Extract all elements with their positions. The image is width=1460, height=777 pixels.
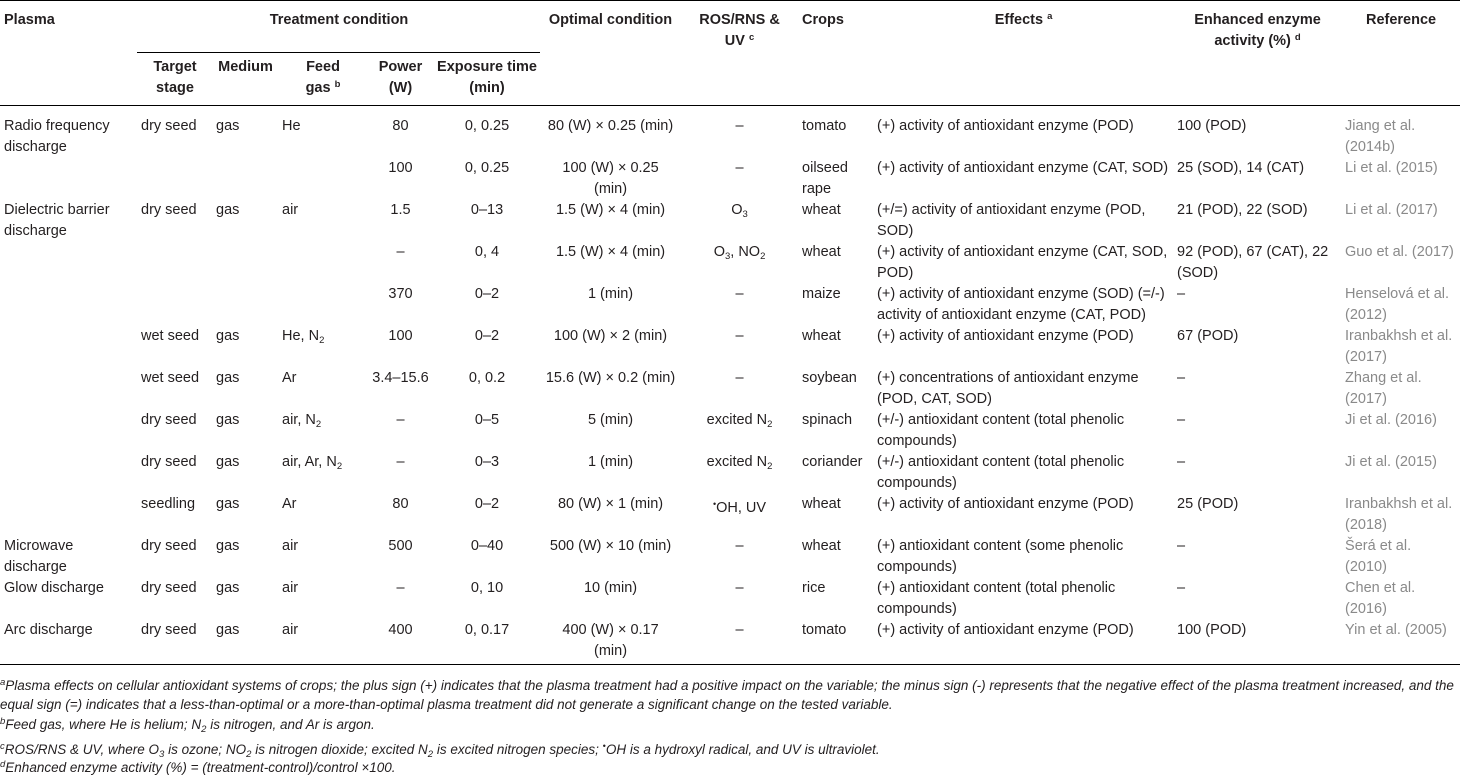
cell-enzyme-activity: 92 (POD), 67 (CAT), 22 (SOD) xyxy=(1177,243,1329,281)
cell-enzyme-activity: – xyxy=(1177,411,1186,428)
table-row xyxy=(0,368,1460,410)
cell-medium: gas xyxy=(216,579,240,596)
cell-medium xyxy=(212,242,278,284)
cell-power: 370 xyxy=(388,285,413,302)
cell-effects: (+) antioxidant content (some phenolic compounds) xyxy=(877,537,1124,575)
cell-feed-gas: air xyxy=(278,620,367,665)
table-row xyxy=(0,158,1460,200)
cell-target-stage: dry seed xyxy=(141,117,197,134)
cell-crop: spinach xyxy=(802,411,853,428)
cell-plasma xyxy=(0,158,137,200)
cell-optimal: 1.5 (W) × 4 (min) xyxy=(555,243,666,260)
cell-reference: Ji et al. (2015) xyxy=(1345,453,1437,470)
cell-power: – xyxy=(396,411,405,428)
cell-optimal: 400 (W) × 0.17 (min) xyxy=(540,620,680,665)
cell-medium: gas xyxy=(216,453,240,470)
cell-ros-rns: $O_3$ xyxy=(731,201,748,220)
cell-target-stage: dry seed xyxy=(141,579,197,596)
cell-medium xyxy=(212,284,278,326)
cell-plasma xyxy=(0,452,137,494)
cell-power: 100 xyxy=(388,327,413,344)
cell-optimal: 1 (min) xyxy=(587,285,634,302)
cell-medium xyxy=(212,158,278,200)
cell-medium: gas xyxy=(216,117,240,134)
header-reference: Reference xyxy=(1365,12,1437,28)
cell-feed-gas: air xyxy=(282,201,299,218)
table-row xyxy=(0,620,1460,665)
cell-crop: wheat xyxy=(802,201,841,218)
cell-exposure: 0–40 xyxy=(470,537,504,554)
cell-optimal: 100 (W) × 2 (min) xyxy=(553,327,668,344)
cell-ros-rns: – xyxy=(735,537,744,554)
cell-medium: gas xyxy=(216,537,240,554)
cell-crop: tomato xyxy=(798,620,873,665)
cell-target-stage: seedling xyxy=(141,495,196,512)
cell-crop: tomato xyxy=(802,117,847,134)
header-effects: Effects $^a$ xyxy=(994,11,1053,28)
cell-optimal: 10 (min) xyxy=(583,579,638,596)
cell-exposure: 0–2 xyxy=(474,285,500,302)
cell-exposure: 0, 0.17 xyxy=(433,620,540,665)
footnote-b: $^b$Feed gas, where He is helium; $N_2$ is nitrogen, and Ar is argon. xyxy=(0,716,375,735)
cell-power: 1.5 xyxy=(390,201,411,218)
cell-optimal: 500 (W) × 10 (min) xyxy=(549,537,672,554)
cell-crop: soybean xyxy=(802,369,857,386)
cell-exposure: 0, 0.25 xyxy=(464,117,510,134)
cell-exposure: 0, 4 xyxy=(474,243,500,260)
footnote-a: $^a$Plasma effects on cellular antioxidant systems of crops; the plus sign (+) indicates that the plasma treatment had a positive impact on the variable; the minus sign (-) represents that the negative effect of the plasma treatment increased, and the equal sign (=) indicates that a less-than-optimal or a more-than-optimal plasma treatment did not generate a significant change on the tested variable. xyxy=(0,677,1454,712)
cell-feed-gas: air xyxy=(282,579,299,596)
cell-feed-gas: Ar xyxy=(282,369,297,386)
cell-power: 500 xyxy=(388,537,413,554)
cell-effects: (+/=) activity of antioxidant enzyme (POD, SOD) xyxy=(877,201,1146,239)
cell-reference: Ji et al. (2016) xyxy=(1345,411,1437,428)
cell-enzyme-activity: 25 (SOD), 14 (CAT) xyxy=(1177,159,1305,176)
cell-plasma: Arc discharge xyxy=(0,620,137,665)
cell-enzyme-activity: 100 (POD) xyxy=(1173,620,1341,665)
header-ros: ROS/RNS & UV $^c$ xyxy=(699,12,780,49)
cell-power: 80 xyxy=(392,117,409,134)
cell-exposure: 0, 0.25 xyxy=(464,159,510,176)
cell-effects: (+) activity of antioxidant enzyme (CAT, SOD, POD) xyxy=(877,243,1168,281)
cell-target-stage xyxy=(137,158,212,200)
cell-enzyme-activity: – xyxy=(1177,537,1186,554)
cell-enzyme-activity: 100 (POD) xyxy=(1177,117,1247,134)
cell-ros-rns: excited $N_2$ xyxy=(706,411,773,430)
header-exposure: Exposure time (min) xyxy=(433,52,540,105)
cell-target-stage: dry seed xyxy=(141,453,197,470)
cell-power: 100 xyxy=(388,159,413,176)
cell-ros-rns: – xyxy=(735,159,744,176)
cell-plasma: Glow discharge xyxy=(4,579,104,596)
cell-target-stage xyxy=(137,284,212,326)
cell-feed-gas: air, $N_2$ xyxy=(282,411,322,430)
cell-enzyme-activity: – xyxy=(1177,285,1186,302)
cell-plasma xyxy=(0,368,137,410)
cell-exposure: 0, 10 xyxy=(470,579,504,596)
cell-target-stage: wet seed xyxy=(141,327,200,344)
cell-power: – xyxy=(396,243,405,260)
cell-ros-rns: excited $N_2$ xyxy=(706,453,773,472)
header-target-stage: Target stage xyxy=(137,52,212,105)
cell-reference: Zhang et al. (2017) xyxy=(1345,369,1422,407)
cell-plasma xyxy=(0,242,137,284)
cell-ros-rns: – xyxy=(735,579,744,596)
cell-reference: Iranbakhsh et al. (2017) xyxy=(1345,327,1453,365)
cell-ros-rns: – xyxy=(735,285,744,302)
cell-reference: Jiang et al. (2014b) xyxy=(1345,117,1416,155)
cell-exposure: 0, 0.2 xyxy=(468,369,506,386)
cell-effects: (+) activity of antioxidant enzyme (CAT, SOD) xyxy=(877,159,1169,176)
cell-effects: (+) activity of antioxidant enzyme (POD) xyxy=(877,117,1134,134)
cell-plasma: Radio frequency discharge xyxy=(4,117,110,155)
table-row xyxy=(0,536,1460,578)
cell-optimal: 80 (W) × 1 (min) xyxy=(557,495,664,512)
cell-medium: gas xyxy=(212,620,278,665)
header-enzyme: Enhanced enzyme activity (%) $^d$ xyxy=(1194,12,1321,49)
cell-enzyme-activity: 67 (POD) xyxy=(1177,327,1239,344)
cell-ros-rns: •OH, UV xyxy=(712,498,767,516)
header-treatment: Treatment condition xyxy=(137,1,540,53)
cell-power: – xyxy=(396,579,405,596)
cell-enzyme-activity: – xyxy=(1177,579,1186,596)
cell-reference: Henselová et al. (2012) xyxy=(1345,285,1450,323)
cell-feed-gas: air xyxy=(282,537,299,554)
cell-optimal: 15.6 (W) × 0.2 (min) xyxy=(545,369,676,386)
cell-reference: Iranbakhsh et al. (2018) xyxy=(1345,495,1453,533)
cell-feed-gas: He xyxy=(282,117,301,134)
cell-effects: (+) antioxidant content (total phenolic compounds) xyxy=(877,579,1116,617)
cell-power: 3.4–15.6 xyxy=(372,369,429,386)
cell-medium: gas xyxy=(216,369,240,386)
cell-effects: (+/-) antioxidant content (total phenolic compounds) xyxy=(877,453,1125,491)
cell-target-stage: dry seed xyxy=(141,537,197,554)
cell-plasma xyxy=(0,326,137,368)
cell-optimal: 100 (W) × 0.25 (min) xyxy=(562,159,659,197)
cell-crop: maize xyxy=(802,285,841,302)
cell-optimal: 1.5 (W) × 4 (min) xyxy=(555,201,666,218)
cell-medium: gas xyxy=(216,495,240,512)
cell-ros-rns: – xyxy=(735,327,744,344)
table-row xyxy=(0,242,1460,284)
footnote-c: $^c$ROS/RNS & UV, where $O_3$ is ozone; $NO_2$ is nitrogen dioxide; excited $N_2$ is excited nitrogen species; •OH is a hydroxyl radical, and UV is ultraviolet. xyxy=(0,741,880,760)
cell-crop: rice xyxy=(802,579,826,596)
cell-target-stage: wet seed xyxy=(141,369,200,386)
cell-medium: gas xyxy=(216,327,240,344)
cell-reference: Li et al. (2015) xyxy=(1345,159,1438,176)
cell-ros-rns: – xyxy=(735,369,744,386)
cell-crop: wheat xyxy=(802,537,841,554)
cell-enzyme-activity: 21 (POD), 22 (SOD) xyxy=(1177,201,1308,218)
header-feed-gas: Feed gas $^b$ xyxy=(278,52,367,105)
cell-plasma xyxy=(0,284,137,326)
cell-crop: wheat xyxy=(802,243,841,260)
cell-feed-gas xyxy=(278,158,367,200)
cell-target-stage: dry seed xyxy=(141,201,197,218)
table-row xyxy=(0,200,1460,242)
cell-reference: Yin et al. (2005) xyxy=(1341,620,1460,665)
cell-exposure: 0–5 xyxy=(474,411,500,428)
cell-medium: gas xyxy=(216,201,240,218)
cell-plasma: Microwave discharge xyxy=(4,537,74,575)
cell-effects: (+) activity of antioxidant enzyme (POD) xyxy=(873,620,1173,665)
cell-exposure: 0–2 xyxy=(474,495,500,512)
cell-reference: Guo et al. (2017) xyxy=(1345,243,1454,260)
cell-exposure: 0–3 xyxy=(474,453,500,470)
cell-optimal: 1 (min) xyxy=(587,453,634,470)
cell-plasma xyxy=(0,494,137,536)
cell-power: – xyxy=(396,453,405,470)
cell-target-stage: dry seed xyxy=(137,620,212,665)
cell-exposure: 0–13 xyxy=(470,201,504,218)
header-power: Power (W) xyxy=(367,52,433,105)
cell-exposure: 0–2 xyxy=(474,327,500,344)
cell-ros-rns: – xyxy=(735,117,744,134)
cell-plasma xyxy=(0,410,137,452)
cell-feed-gas: Ar xyxy=(282,495,297,512)
cell-crop: coriander xyxy=(802,453,863,470)
footnote-d: $^d$Enhanced enzyme activity (%) = (treatment-control)/control ×100. xyxy=(0,759,396,775)
cell-feed-gas xyxy=(278,242,367,284)
cell-crop: oilseed rape xyxy=(802,159,848,197)
cell-optimal: 80 (W) × 0.25 (min) xyxy=(547,117,674,134)
cell-power: 400 xyxy=(367,620,433,665)
cell-target-stage xyxy=(137,242,212,284)
cell-ros-rns: $O_3$, $NO_2$ xyxy=(713,243,766,262)
cell-optimal: 5 (min) xyxy=(587,411,634,428)
header-optimal: Optimal condition xyxy=(548,12,673,28)
cell-effects: (+) activity of antioxidant enzyme (POD) xyxy=(877,327,1134,344)
cell-target-stage: dry seed xyxy=(141,411,197,428)
table-row xyxy=(0,494,1460,536)
header-medium: Medium xyxy=(212,52,278,105)
cell-plasma: Dielectric barrier discharge xyxy=(4,201,110,239)
table-row xyxy=(0,452,1460,494)
table-row xyxy=(0,578,1460,620)
header-plasma: Plasma xyxy=(4,12,55,28)
table-row xyxy=(0,105,1460,158)
cell-effects: (+/-) antioxidant content (total phenolic compounds) xyxy=(877,411,1125,449)
cell-ros-rns: – xyxy=(680,620,798,665)
cell-crop: wheat xyxy=(802,495,841,512)
cell-effects: (+) activity of antioxidant enzyme (SOD) (=/-) activity of antioxidant enzyme (CAT, POD) xyxy=(877,285,1165,323)
table-row xyxy=(0,410,1460,452)
cell-crop: wheat xyxy=(802,327,841,344)
cell-reference: Li et al. (2017) xyxy=(1345,201,1438,218)
table-row xyxy=(0,326,1460,368)
cell-effects: (+) concentrations of antioxidant enzyme (POD, CAT, SOD) xyxy=(877,369,1139,407)
cell-feed-gas xyxy=(278,284,367,326)
cell-medium: gas xyxy=(216,411,240,428)
cell-feed-gas: He, $N_2$ xyxy=(282,327,325,346)
cell-effects: (+) activity of antioxidant enzyme (POD) xyxy=(877,495,1134,512)
cell-reference: Chen et al. (2016) xyxy=(1345,579,1416,617)
cell-reference: Šerá et al. (2010) xyxy=(1345,537,1412,575)
table-body xyxy=(0,105,1460,665)
cell-enzyme-activity: – xyxy=(1177,453,1186,470)
cell-feed-gas: air, Ar, $N_2$ xyxy=(282,453,343,472)
cell-enzyme-activity: – xyxy=(1177,369,1186,386)
header-crops: Crops xyxy=(802,12,844,28)
table-row xyxy=(0,284,1460,326)
cell-enzyme-activity: 25 (POD) xyxy=(1177,495,1239,512)
cell-power: 80 xyxy=(392,495,409,512)
